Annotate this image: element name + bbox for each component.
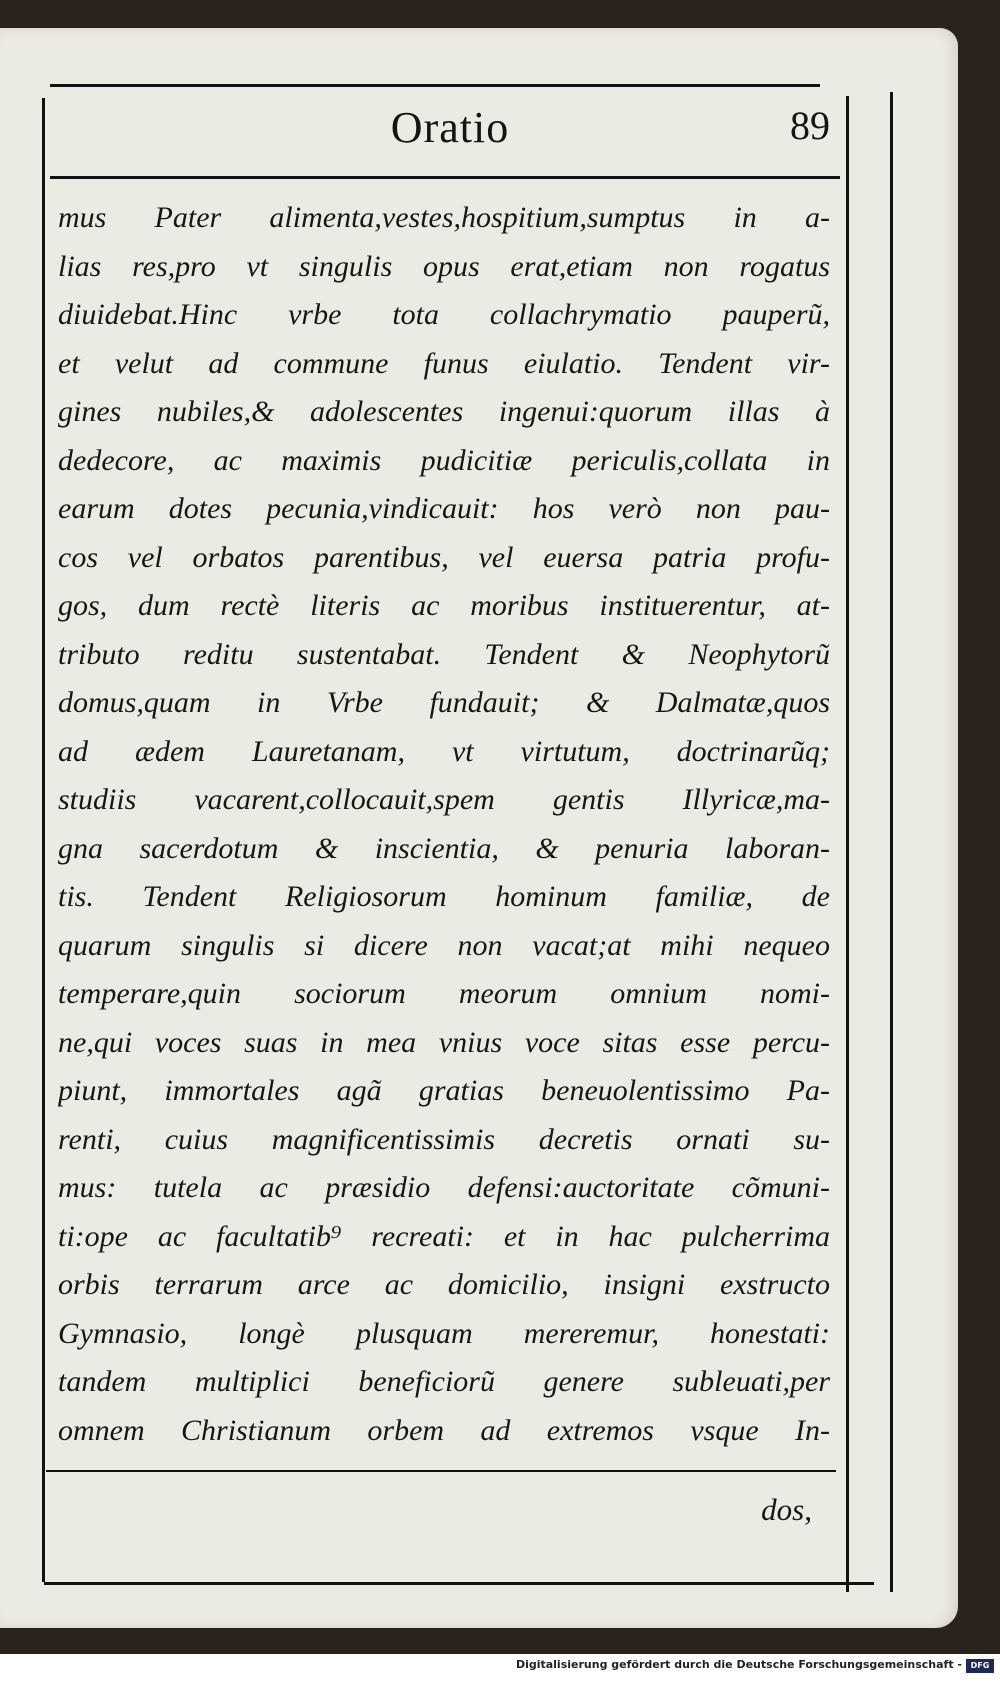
bottom-text-rule	[46, 1470, 836, 1472]
right-frame-rule-inner	[846, 96, 849, 1592]
footer-bar	[0, 1654, 1000, 1682]
text-line: diuidebat.Hinc vrbe tota collachrymatio pauperũ,	[58, 298, 830, 331]
text-line: tandem multiplici beneficiorũ genere subleuati,per	[58, 1365, 830, 1398]
text-line: ti:ope ac facultatib⁹ recreati: et in hac pulcherrima	[58, 1219, 830, 1253]
text-line: et velut ad commune funus eiulatio. Tendent vir-	[58, 346, 830, 380]
text-line: studiis vacarent,collocauit,spem gentis Illyricæ,ma-	[58, 783, 830, 816]
text-line: tis. Tendent Religiosorum hominum familiæ, de	[58, 880, 830, 913]
left-frame-rule	[42, 98, 45, 1582]
text-line: omnem Christianum orbem ad extremos vsque In-	[58, 1413, 830, 1447]
text-line: gna sacerdotum & inscientia, & penuria laboran-	[58, 831, 830, 865]
text-line: mus Pater alimenta,vestes,hospitium,sumptus in a-	[58, 201, 830, 234]
text-line: ad ædem Lauretanam, vt virtutum, doctrinarũq;	[58, 734, 830, 768]
right-frame-rule-outer	[890, 92, 893, 1592]
text-line: gos, dum rectè literis ac moribus instituerentur, at-	[58, 589, 830, 622]
bottom-frame-rule	[44, 1582, 874, 1585]
text-line: orbis terrarum arce ac domicilio, insigni exstructo	[58, 1268, 830, 1301]
text-line: ne,qui voces suas in mea vnius voce sitas esse percu-	[58, 1025, 830, 1059]
text-line: tributo reditu sustentabat. Tendent & Neophytorũ	[58, 637, 830, 671]
funding-credit: Digitalisierung gefördert durch die Deutsche Forschungsgemeinschaft -	[515, 1658, 962, 1671]
header-rule	[50, 176, 840, 179]
text-line: gines nubiles,& adolescentes ingenui:quorum illas à	[58, 395, 830, 428]
text-line: Gymnasio, longè plusquam mereremur, honestati:	[58, 1316, 830, 1350]
running-head: Oratio	[390, 103, 510, 152]
dfg-logo: DFG	[966, 1659, 994, 1673]
catchword: dos,	[761, 1492, 812, 1527]
text-line: quarum singulis si dicere non vacat;at mihi nequeo	[58, 928, 830, 962]
text-line: earum dotes pecunia,vindicauit: hos verò non pau-	[58, 492, 830, 525]
text-line: dedecore, ac maximis pudicitiæ periculis,collata in	[58, 443, 830, 477]
page-number: 89	[790, 103, 830, 148]
text-line: lias res,pro vt singulis opus erat,etiam non rogatus	[58, 249, 830, 283]
text-line: temperare,quin sociorum meorum omnium nomi-	[58, 977, 830, 1010]
text-line: domus,quam in Vrbe fundauit; & Dalmatæ,quos	[58, 686, 830, 719]
text-line: cos vel orbatos parentibus, vel euersa patria profu-	[58, 540, 830, 574]
body-text	[58, 194, 830, 1455]
text-line: mus: tutela ac præsidio defensi:auctoritate cõmuni-	[58, 1171, 830, 1204]
text-line: renti, cuius magnificentissimis decretis ornati su-	[58, 1122, 830, 1156]
text-line: piunt, immortales agã gratias beneuolentissimo Pa-	[58, 1074, 830, 1107]
top-rule	[50, 84, 820, 87]
